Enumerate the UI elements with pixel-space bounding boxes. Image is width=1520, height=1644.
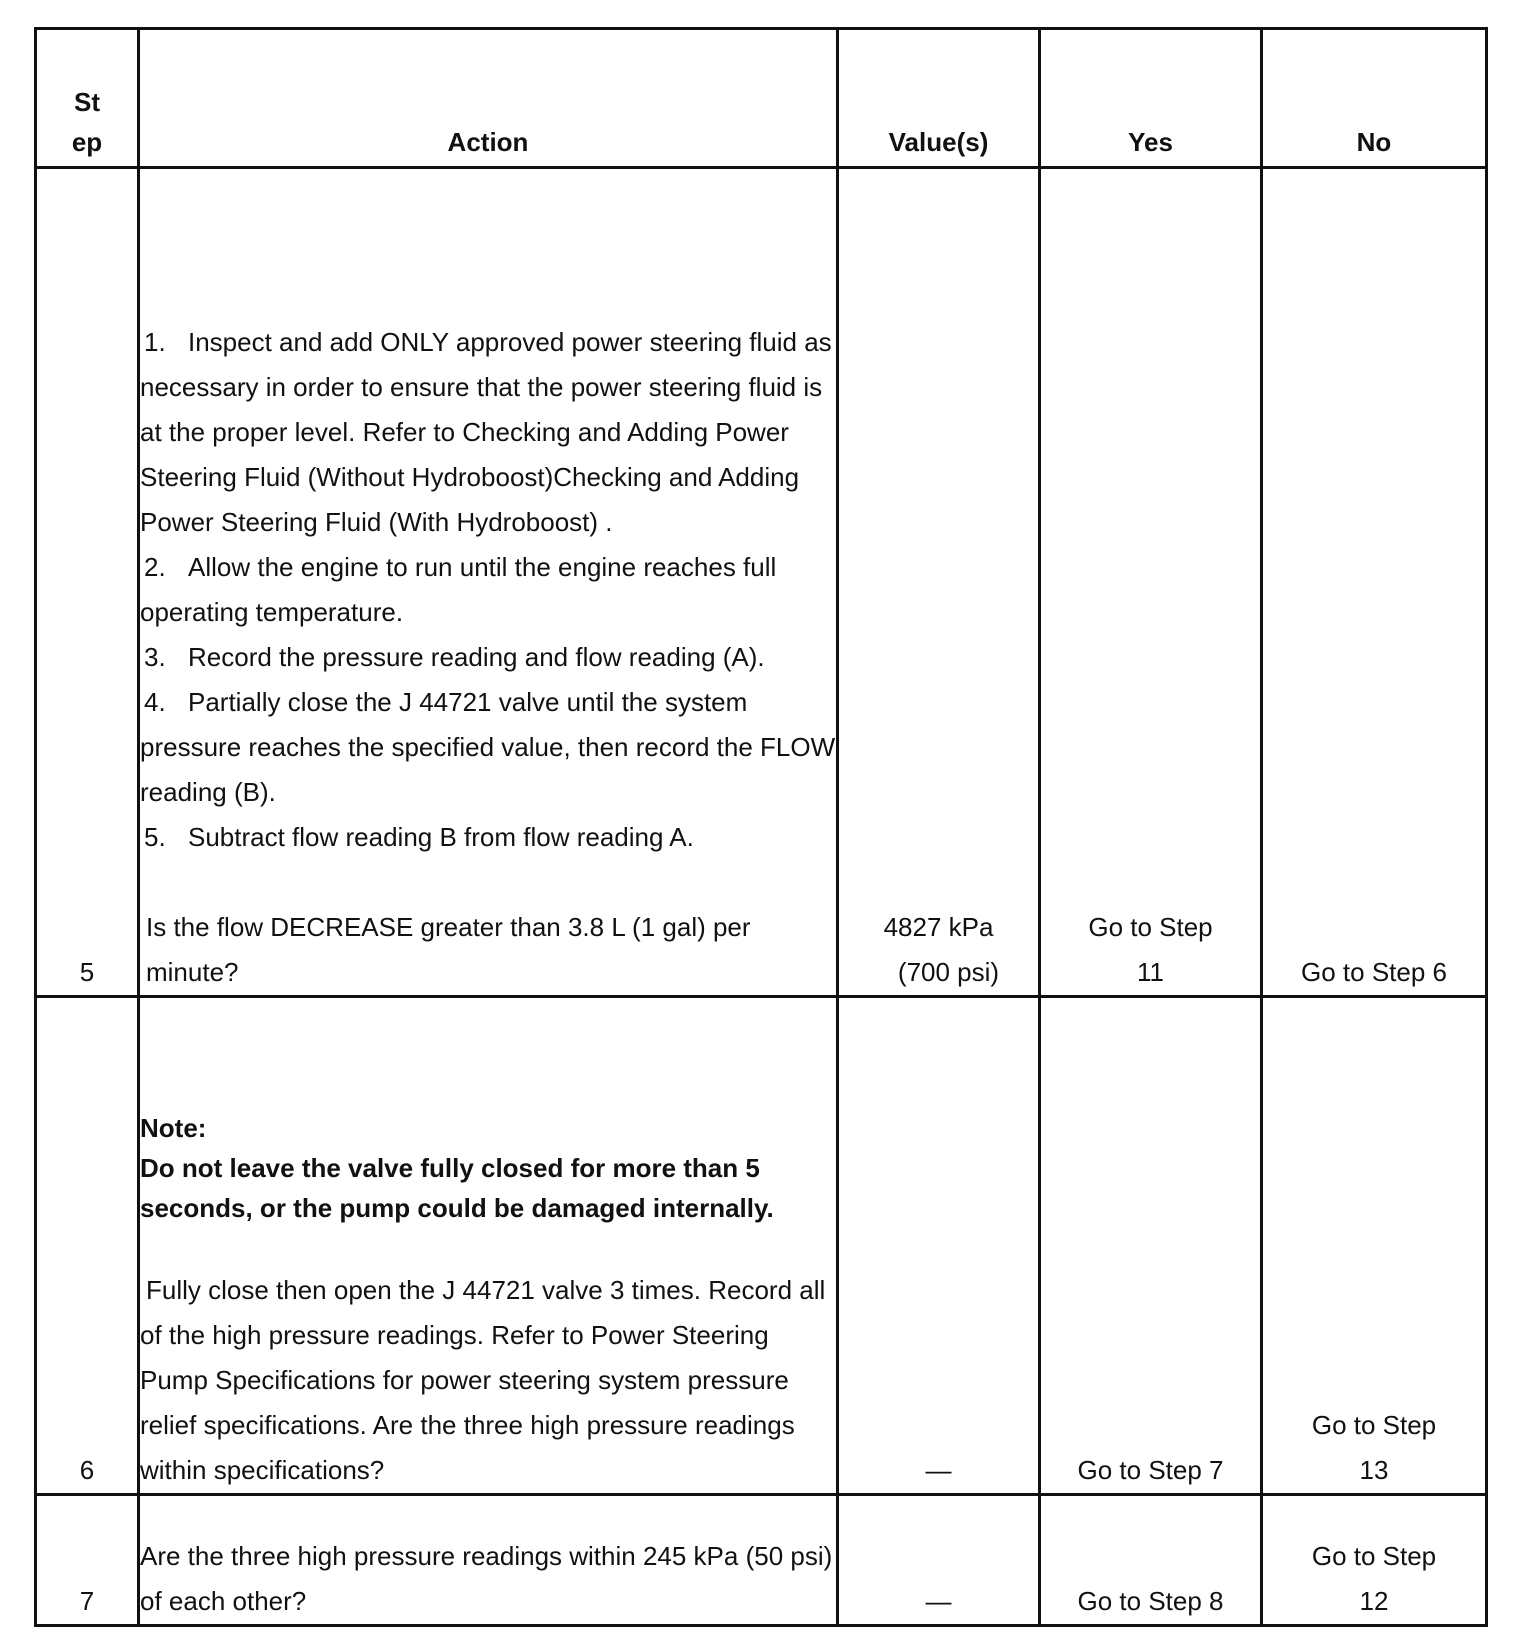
yes-link-line2: 11	[1137, 957, 1164, 987]
table-row-step-7	[36, 1495, 1487, 1626]
action-cell: Are the three high pressure readings within 245 kPa (50 psi) of each other?	[139, 1495, 838, 1626]
action-cell	[139, 168, 838, 997]
value-dash: —	[925, 1586, 952, 1616]
action-question: Is the flow DECREASE greater than 3.8 L (1 gal) per minute?	[146, 912, 751, 987]
step-number: 6	[36, 997, 139, 1495]
header-row	[36, 29, 1487, 168]
step-number: 5	[36, 168, 139, 997]
header-step-line2: ep	[71, 127, 103, 157]
yes-link-line1: Go to Step	[1088, 912, 1213, 942]
note-body: Do not leave the valve fully closed for more than 5 seconds, or the pump could be damaged internally.	[140, 1153, 774, 1223]
yes-cell: Go to Step 7	[1040, 997, 1262, 1495]
table-row-step-6	[36, 997, 1487, 1495]
yes-cell: Go to Step 8	[1040, 1495, 1262, 1626]
no-cell	[1262, 1495, 1487, 1626]
action-cell	[139, 997, 838, 1495]
header-step	[36, 29, 139, 168]
step-number: 7	[36, 1495, 139, 1626]
header-yes: Yes	[1040, 29, 1262, 168]
value-cell	[838, 997, 1040, 1495]
value-cell	[838, 1495, 1040, 1626]
no-link-line2: 13	[1359, 1455, 1389, 1485]
note-title: Note:	[140, 1113, 207, 1143]
no-link-line2: 12	[1359, 1586, 1389, 1616]
no-cell: Go to Step 6	[1262, 168, 1487, 997]
header-action: Action	[139, 29, 838, 168]
header-no: No	[1262, 29, 1487, 168]
diagnostic-table	[34, 27, 1488, 1627]
value-cell	[838, 168, 1040, 997]
action-step: 2. Allow the engine to run until the engine reaches full operating temperature.	[140, 552, 777, 627]
table-row-step-5	[36, 168, 1487, 997]
action-step: 5. Subtract flow reading B from flow reading A.	[144, 822, 694, 852]
action-step: 1. Inspect and add ONLY approved power steering fluid as necessary in order to ensure that the power steering fluid is at the proper level. Refer to Checking and Adding Power Steering Fluid (Without Hydroboost)Checking and Adding Power Steering Fluid (With Hydroboost) .	[140, 327, 832, 537]
no-cell	[1262, 997, 1487, 1495]
no-link-line1: Go to Step	[1311, 1410, 1437, 1440]
value-dash: —	[925, 1455, 952, 1485]
value-kpa: 4827 kPa	[883, 912, 994, 942]
action-text: Fully close then open the J 44721 valve 3 times. Record all of the high pressure readings. Refer to Power Steering Pump Specifications for power steering system pressure relief specifications. Are the three high pressure readings within specifications?	[140, 1275, 826, 1485]
yes-cell	[1040, 168, 1262, 997]
header-values: Value(s)	[838, 29, 1040, 168]
action-step: 4. Partially close the J 44721 valve until the system pressure reaches the specified value, then record the FLOW reading (B).	[140, 687, 836, 807]
header-step-line1: St	[74, 87, 100, 117]
action-steps-list	[140, 320, 836, 860]
value-psi: (700 psi)	[897, 957, 1000, 987]
action-step: 3. Record the pressure reading and flow reading (A).	[144, 642, 765, 672]
no-link-line1: Go to Step	[1311, 1541, 1437, 1571]
